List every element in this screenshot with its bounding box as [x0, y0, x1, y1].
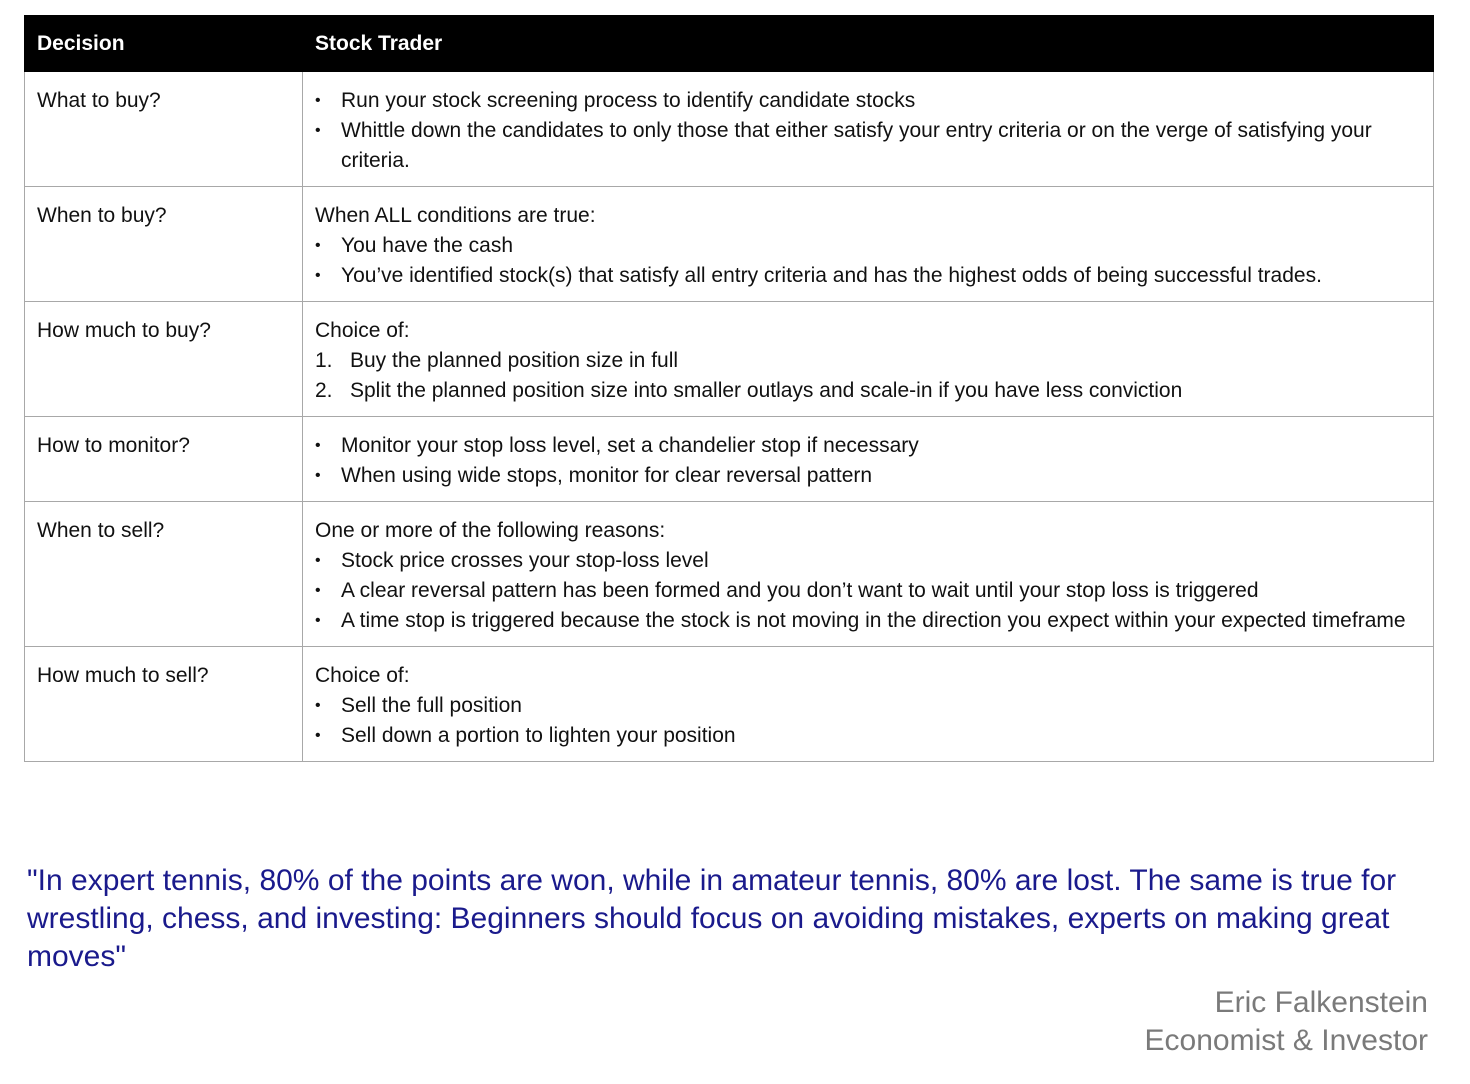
attribution	[1145, 984, 1428, 1060]
table-row	[25, 72, 1434, 187]
bullet-list	[315, 546, 1421, 636]
stock-trader-cell	[303, 302, 1434, 417]
bullet-icon: •	[315, 552, 321, 569]
list-item-text: A clear reversal pattern has been formed and you don’t want to wait until your stop loss is triggered	[341, 579, 1259, 602]
bullet-icon: •	[315, 582, 321, 599]
header-stock-trader: Stock Trader	[303, 16, 1434, 72]
list-item-text: When using wide stops, monitor for clear reversal pattern	[341, 464, 873, 487]
table-row	[25, 417, 1434, 502]
list-item-text: Monitor your stop loss level, set a chandelier stop if necessary	[341, 434, 919, 457]
list-item-text: A time stop is triggered because the stock is not moving in the direction you expect within your expected timeframe	[341, 609, 1406, 632]
stock-trader-cell	[303, 187, 1434, 302]
list-item	[315, 691, 1421, 721]
bullet-icon: •	[315, 437, 321, 454]
decision-cell: How much to sell?	[25, 647, 303, 762]
list-item-text: You have the cash	[341, 234, 514, 257]
table-row	[25, 502, 1434, 647]
bullet-icon: •	[315, 267, 321, 284]
decision-table	[24, 15, 1434, 762]
cell-lead-text: One or more of the following reasons:	[315, 519, 666, 542]
cell-lead-text: Choice of:	[315, 319, 410, 342]
cell-lead-text: When ALL conditions are true:	[315, 204, 596, 227]
bullet-list	[315, 231, 1421, 291]
list-item	[315, 546, 1421, 576]
bullet-icon: •	[315, 237, 321, 254]
list-item	[315, 461, 1421, 491]
bullet-icon: •	[315, 92, 321, 109]
list-item-text: Run your stock screening process to identify candidate stocks	[341, 89, 916, 112]
table-header-row	[25, 16, 1434, 72]
list-item-text: Sell the full position	[341, 694, 522, 717]
decision-cell: When to sell?	[25, 502, 303, 647]
list-item	[315, 606, 1421, 636]
bullet-icon: •	[315, 122, 321, 139]
list-item	[315, 431, 1421, 461]
quote-text: "In expert tennis, 80% of the points are won, while in amateur tennis, 80% are lost. The same is true for wrestling, chess, and investing: Beginners should focus on avoiding mistakes, experts on making great moves"	[27, 864, 1397, 973]
list-number: 2.	[315, 379, 333, 402]
cell-lead-text: Choice of:	[315, 664, 410, 687]
bullet-list	[315, 691, 1421, 751]
list-item	[315, 346, 1421, 376]
stock-trader-cell	[303, 502, 1434, 647]
bullet-list	[315, 86, 1421, 176]
decision-cell: What to buy?	[25, 72, 303, 187]
attribution-name: Eric Falkenstein	[1214, 986, 1428, 1019]
bullet-icon: •	[315, 612, 321, 629]
stock-trader-cell	[303, 72, 1434, 187]
list-item	[315, 116, 1421, 176]
list-item-text: You’ve identified stock(s) that satisfy all entry criteria and has the highest odds of being successful trades.	[341, 264, 1322, 287]
decision-cell: How to monitor?	[25, 417, 303, 502]
decision-cell: How much to buy?	[25, 302, 303, 417]
list-item-text: Split the planned position size into smaller outlays and scale-in if you have less conviction	[350, 379, 1183, 402]
list-item-text: Buy the planned position size in full	[350, 349, 679, 372]
decision-cell: When to buy?	[25, 187, 303, 302]
attribution-title: Economist & Investor	[1144, 1024, 1428, 1057]
bullet-icon: •	[315, 467, 321, 484]
list-number: 1.	[315, 349, 333, 372]
table-row	[25, 647, 1434, 762]
list-item-text: Sell down a portion to lighten your position	[341, 724, 736, 747]
list-item	[315, 261, 1421, 291]
bullet-list	[315, 431, 1421, 491]
bullet-icon: •	[315, 697, 321, 714]
list-item-text: Whittle down the candidates to only those that either satisfy your entry criteria or on the verge of satisfying your criteria.	[341, 119, 1372, 172]
table-row	[25, 187, 1434, 302]
list-item	[315, 86, 1421, 116]
list-item	[315, 721, 1421, 751]
header-decision: Decision	[25, 16, 303, 72]
list-item	[315, 231, 1421, 261]
table-row	[25, 302, 1434, 417]
list-item	[315, 376, 1421, 406]
numbered-list	[315, 346, 1421, 406]
list-item-text: Stock price crosses your stop-loss level	[341, 549, 709, 572]
table-body	[25, 72, 1434, 762]
stock-trader-cell	[303, 417, 1434, 502]
stock-trader-cell	[303, 647, 1434, 762]
list-item	[315, 576, 1421, 606]
bullet-icon: •	[315, 727, 321, 744]
